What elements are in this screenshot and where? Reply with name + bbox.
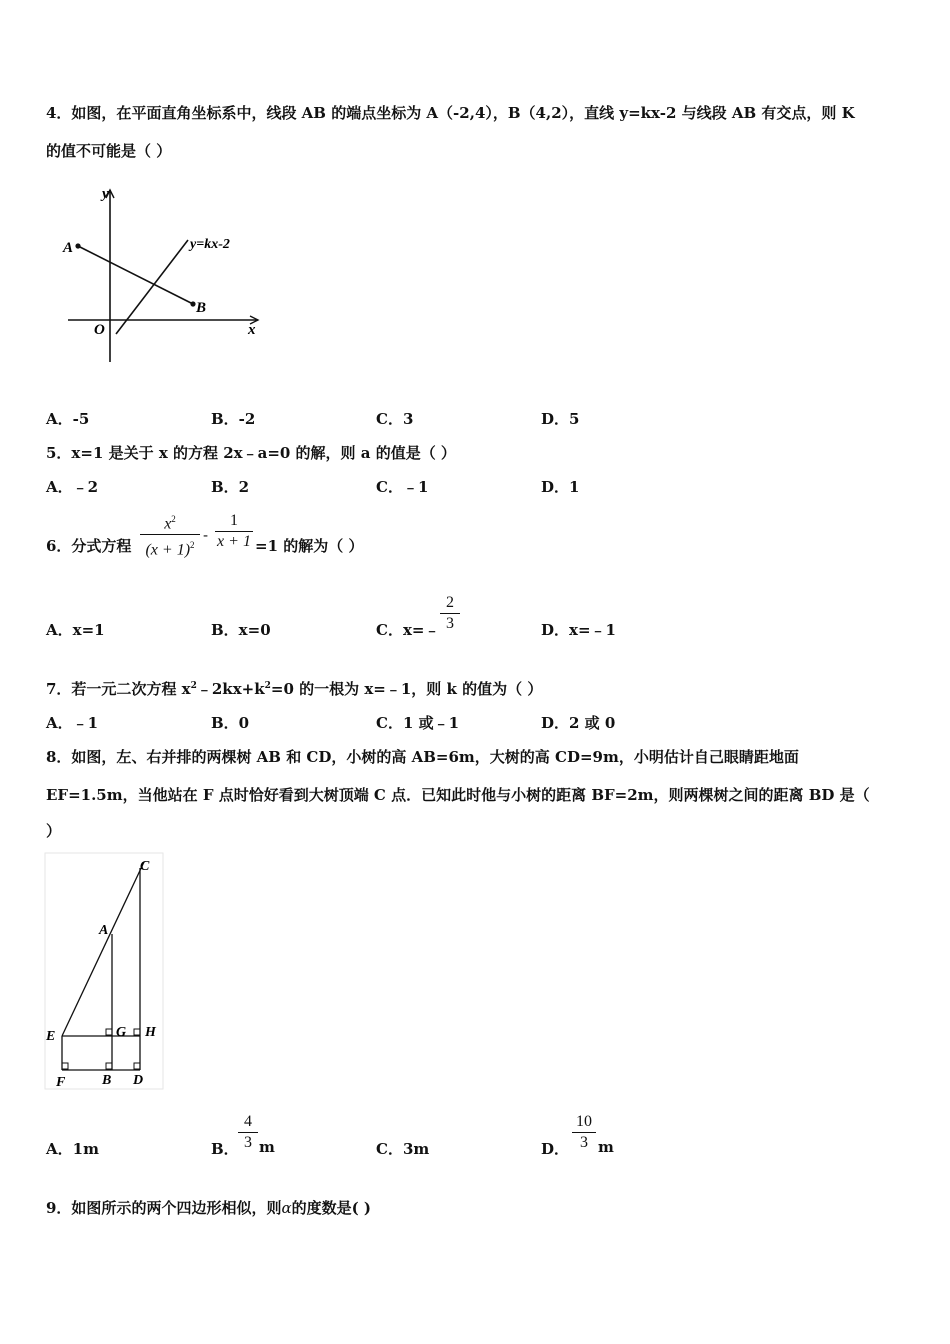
q9-text [46, 1197, 371, 1218]
q4-label-line: y=kx-2 [190, 237, 230, 252]
q8-line2: EF=1.5m，当他站在 F 点时恰好看到大树顶端 C 点．已知此时他与小树的距离 BF=2m，则两棵树之间的距离 BD 是（ [46, 786, 870, 804]
q6-frac1-num: x [164, 515, 172, 533]
q8-option-b-unit: m [259, 1138, 275, 1156]
q8-label-f: F [56, 1075, 66, 1090]
q7-text [46, 678, 542, 699]
q6-frac2-den: x + 1 [217, 533, 251, 550]
q4-label-y: y [102, 186, 109, 202]
q4-option-d: D．5 [541, 410, 580, 428]
q6-option-c-num: 2 [446, 594, 454, 611]
q8-label-e: E [46, 1029, 56, 1044]
q7-exp-2: 2 [264, 681, 271, 691]
q8-line3: ） [46, 822, 62, 840]
q9-alpha: α [281, 1199, 292, 1217]
q4-label-b: B [196, 300, 207, 316]
q8-option-d-fraction [572, 1113, 596, 1152]
q8-label-c: C [140, 859, 150, 874]
q4-point-a [75, 243, 80, 248]
q4-option-c: C．3 [376, 410, 414, 428]
q5-option-a: A．﹣2 [46, 478, 99, 496]
q8-option-c: C．3m [376, 1140, 430, 1158]
q6-option-c-den: 3 [446, 615, 454, 632]
q9-text-a: 9．如图所示的两个四边形相似，则 [46, 1199, 282, 1217]
q4-option-b: B．-2 [211, 410, 256, 428]
q8-option-a: A．1m [46, 1140, 99, 1158]
q4-point-b [190, 301, 195, 306]
q4-figure [58, 180, 278, 370]
q7-text-a: 7．若一元二次方程 x [46, 680, 191, 698]
q9-text-b: 的度数是( ) [291, 1199, 372, 1217]
q8-option-d-num: 10 [576, 1113, 592, 1130]
q6-fraction-1 [140, 510, 200, 560]
q5-option-d: D．1 [541, 478, 580, 496]
q5-option-c: C．﹣1 [376, 478, 429, 496]
q8-option-d-unit: m [598, 1138, 614, 1156]
q6-option-c: C．x=﹣ [376, 621, 440, 639]
q4-label-x: x [248, 322, 256, 338]
q7-option-c: C．1 或﹣1 [376, 714, 460, 732]
q8-label-a: A [99, 923, 109, 938]
q7-text-b: ﹣2kx+k [196, 680, 265, 698]
q6-minus: - [203, 526, 209, 544]
q8-option-b-num: 4 [244, 1113, 252, 1130]
q8-sight-line [62, 862, 144, 1036]
q4-line2: 的值不可能是（ ） [46, 142, 172, 160]
q4-label-o: O [94, 322, 105, 338]
q8-label-b: B [102, 1073, 112, 1088]
q8-figure [44, 852, 166, 1092]
q4-label-a: A [63, 240, 74, 256]
q8-option-b-den: 3 [244, 1134, 252, 1151]
q7-option-a: A．﹣1 [46, 714, 99, 732]
q8-option-b-fraction [238, 1113, 258, 1152]
q6-suffix: =1 的解为（ ） [255, 537, 364, 555]
q8-label-h: H [145, 1025, 156, 1040]
q8-line1: 8．如图，左、右并排的两棵树 AB 和 CD，小树的高 AB=6m，大树的高 CD=9m，小明估计自己眼睛距地面 [46, 748, 799, 766]
q6-option-a: A．x=1 [46, 621, 105, 639]
q6-frac1-num-exp: 2 [171, 514, 176, 524]
q7-text-c: =0 的一根为 x=﹣1，则 k 的值为（ ） [270, 680, 543, 698]
q5-option-b: B．2 [211, 478, 250, 496]
q8-option-b: B． [211, 1140, 239, 1158]
q8-label-g: G [116, 1025, 127, 1040]
q8-option-d-den: 3 [580, 1134, 588, 1151]
q4-line1: 4．如图，在平面直角坐标系中，线段 AB 的端点坐标为 A（-2,4），B（4,2），直线 y=kx-2 与线段 AB 有交点，则 K [46, 104, 855, 122]
q6-prefix: 6．分式方程 [46, 537, 132, 555]
q5-text: 5．x=1 是关于 x 的方程 2x﹣a=0 的解，则 a 的值是（ ） [46, 444, 456, 462]
q7-exp-1: 2 [190, 681, 197, 691]
q6-frac1-den-exp: 2 [190, 540, 195, 551]
q6-fraction-2 [215, 512, 253, 551]
q8-option-d: D． [541, 1140, 570, 1158]
q6-option-c-fraction [440, 594, 460, 633]
q6-frac1-den: (x + 1) [145, 541, 191, 559]
q7-option-d: D．2 或 0 [541, 714, 616, 732]
q4-option-a: A．-5 [46, 410, 90, 428]
q6-option-d: D．x=﹣1 [541, 621, 616, 639]
q6-frac2-num: 1 [230, 512, 238, 529]
q8-label-d: D [133, 1073, 144, 1088]
q6-option-b: B．x=0 [211, 621, 271, 639]
q7-option-b: B．0 [211, 714, 250, 732]
